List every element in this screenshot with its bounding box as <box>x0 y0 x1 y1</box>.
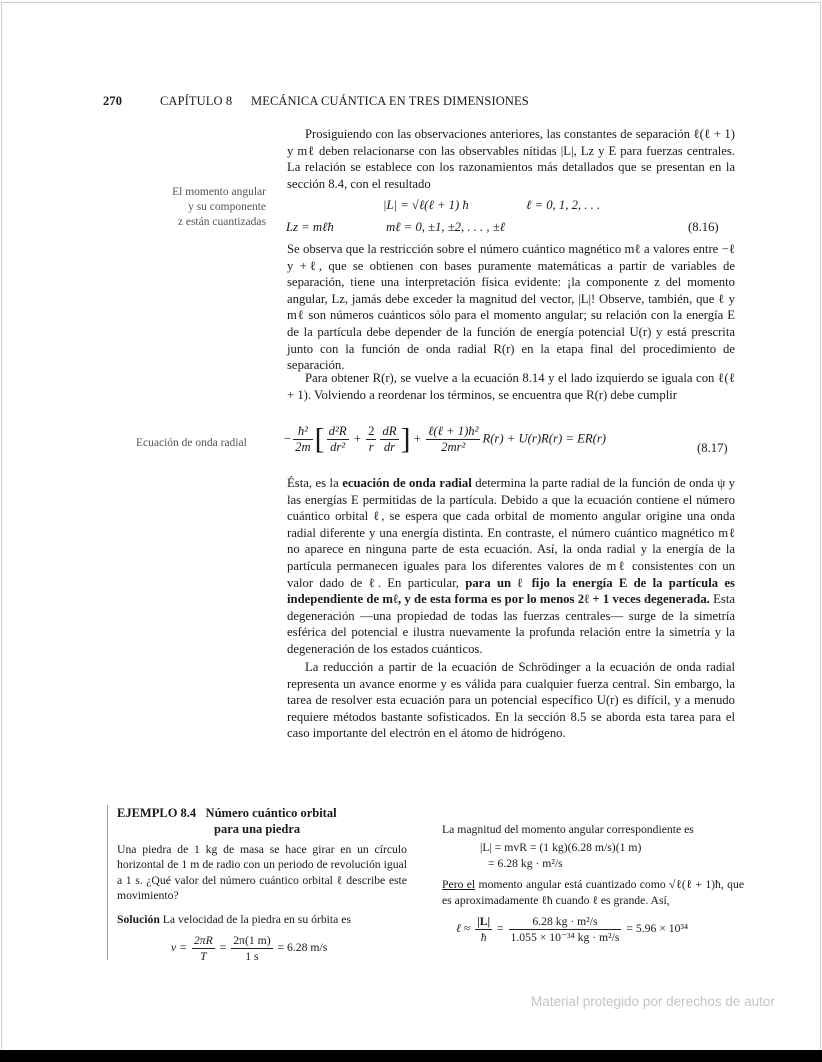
example-side-rule <box>107 805 108 960</box>
equation-8-16-line2-lhs: Lz = mℓħ <box>286 220 334 234</box>
solution-text: La velocidad de la piedra en su órbita es <box>162 912 352 926</box>
equation-number-8-17: (8.17) <box>697 441 728 455</box>
margin-note-line: y su componente <box>188 201 266 213</box>
example-problem: Una piedra de 1 kg de masa se hace girar en un círculo horizontal de 1 m de radio con un periodo de revolución igual a 1 s. ¿Qué valor del número cuántico orbital ℓ describe este movimiento? <box>117 843 407 903</box>
chapter-label: CAPÍTULO 8 <box>160 94 233 108</box>
margin-note-line: El momento angular <box>172 186 266 198</box>
equation-8-16-line1-rhs: ℓ = 0, 1, 2, . . . <box>526 198 601 212</box>
quantization-text: Pero el momento angular está cuantizado como √ℓ(ℓ + 1)ħ, que es aproximadamente ℓħ cuando ℓ es grande. Así, <box>442 878 745 907</box>
solution-label: Solución <box>117 912 160 926</box>
angular-momentum-line1: |L| = mvR = (1 kg)(6.28 m/s)(1 m) <box>480 841 642 855</box>
example-title-line1: Número cuántico orbital <box>205 806 337 820</box>
l-estimate-equation: ℓ ≈ $\frac{|L|}{ħ}$ = $\frac{\text{6.28 kg · m²/s}}{\text{1.055 × 10⁻³⁴ kg · m²/s}}$ = 5.96 × 10³⁴ <box>456 915 689 945</box>
example-column-2 <box>442 822 744 945</box>
paragraph-4 <box>287 475 735 658</box>
paragraph-5 <box>287 659 735 742</box>
velocity-equation: v = $\frac{2\pi R}{T}$ = $\frac{2\pi(1 m)}{1 s}$ = 6.28 m/s <box>171 934 328 964</box>
paragraph-text: La reducción a partir de la ecuación de Schrödinger a la ecuación de onda radial representa un avance enorme y es válida para cualquier fuerza central. Sin embargo, la tarea de resolver esta ecuación para un potencial específico U(r) es difícil, y a menudo requiere métodos bastante sofisticados. En la sección 8.5 se aborda esta tarea para el caso importante del electrón en el átomo de hidrógeno. <box>287 660 735 741</box>
chapter-title: MECÁNICA CUÁNTICA EN TRES DIMENSIONES <box>251 94 529 108</box>
page-number: 270 <box>103 94 123 108</box>
example-8-4 <box>117 805 407 964</box>
paragraph-text: Ésta, es la ecuación de onda radial determina la parte radial de la función de onda ψ y las energías E permitidas de la partícula. Debido a que la ecuación contiene el número cuántico orbital ℓ, se espera que cada orbital de momento angular origine una onda radial diferente y una energía distinta. En contraste, el número cuántico magnético mℓ no aparece en ninguna parte de esta ecuación. Así, la onda radial y la energía de la partícula permanecen iguales para los diferentes valores de mℓ consistentes con un valor dado de ℓ. En particular, para un ℓ fijo la energía E de la partícula es independiente de mℓ, y de esta forma es por lo menos 2ℓ + 1 veces degenerada. Esta degeneración —una propiedad de todas las fuerzas centrales— surge de la simetría esférica del potencial e ilustra nuevamente la profunda relación entre la simetría y la degeneración de los estados cuánticos. <box>287 476 735 656</box>
paragraph-3 <box>287 370 735 403</box>
example-title-line2: para una piedra <box>214 822 301 836</box>
paragraph-2 <box>287 241 735 374</box>
margin-note-angular <box>110 185 266 230</box>
example-solution <box>117 912 407 927</box>
copyright-watermark: Material protegido por derechos de autor <box>531 994 775 1009</box>
example-label: EJEMPLO 8.4 <box>117 806 197 820</box>
key-statement-degeneracy: para un ℓ fijo la energía E de la partícula es independiente de mℓ, y de esta forma es por lo menos 2ℓ + 1 veces degenerada. <box>287 575 735 607</box>
paragraph-text: Prosiguiendo con las observaciones anteriores, las constantes de separación ℓ(ℓ + 1) y mℓ deben relacionarse con las observables nítidas |L|, Lz y E para fuerzas centrales. La relación se establece con los razonamientos más detallados que se presentan en la sección 8.4, con el resultado <box>287 127 735 191</box>
paragraph-1 <box>287 126 735 192</box>
equation-8-16-line2-rhs: mℓ = 0, ±1, ±2, . . . , ±ℓ <box>386 220 505 234</box>
angular-momentum-intro: La magnitud del momento angular correspondiente es <box>442 823 694 836</box>
margin-note-radial: Ecuación de onda radial <box>136 437 247 449</box>
paragraph-text: Se observa que la restricción sobre el número cuántico magnético mℓ a valores entre −ℓ y +ℓ, que se obtienen con bases puramente matemáticas a partir de variables de separación, tiene una interpretación física evidente: ¡la componente z del momento angular, Lz, jamás debe exceder la magnitud del vector, |L|! Observe, también, que ℓ y mℓ son números cuánticos sólo para el momento angular; su relación con la energía E de la partícula debe depender de la función de energía potencial U(r) y está prescrita junto con la función de onda radial R(r) en la etapa final del procedimiento de separación. <box>287 242 735 373</box>
running-head <box>103 94 529 109</box>
equation-number-8-16: (8.16) <box>688 220 719 234</box>
key-term-radial-wave-equation: ecuación de onda radial <box>342 476 472 490</box>
angular-momentum-line2: = 6.28 kg · m²/s <box>488 856 563 870</box>
equation-8-17: − $\frac{\text{ħ²}}{2m}$ [ $\frac{\text{d²R}}{\text{dr²}}$ + $\frac{2}{r}$ $\frac{dR}{dr}$ ] + $\frac{\text{ℓ(ℓ + 1)ħ²}}{\text{2mr²}}$ R(r) + U(r)R(r) = ER(r) <box>284 422 606 456</box>
equation-8-16-line1-lhs: |L| = √ℓ(ℓ + 1) ħ <box>383 198 469 212</box>
example-title <box>117 805 407 837</box>
bottom-bar <box>0 1050 822 1062</box>
paragraph-text: Para obtener R(r), se vuelve a la ecuación 8.14 y el lado izquierdo se iguala con ℓ(ℓ + 1). Volviendo a reordenar los términos, se encuentra que R(r) debe cumplir <box>287 371 735 402</box>
margin-note-line: z están cuantizadas <box>177 216 266 228</box>
